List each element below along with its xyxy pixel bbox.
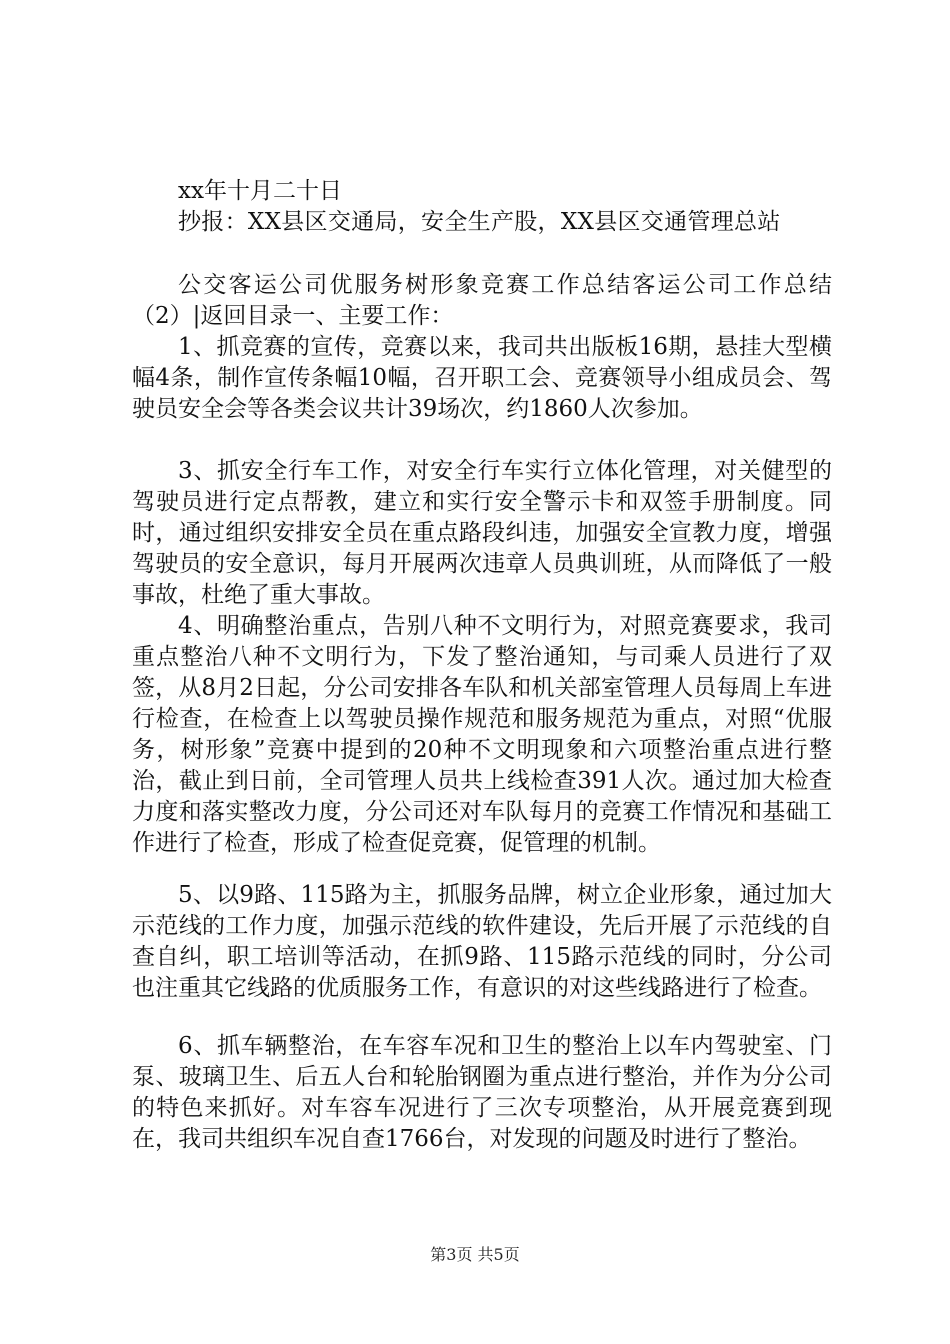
page-number-footer: 第3页 共5页 (430, 1245, 520, 1264)
paragraph-4: 4、明确整治重点，告别八种不文明行为，对照竞赛要求，我司重点整治八种不文明行为，下发了整治通知，与司乘人员进行了双签，从8月2日起，分公司安排各车队和机关部室管理人员每周上车进行检查，在检查上以驾驶员操作规范和服务规范为重点，对照“优服务，树形象”竞赛中提到的20种不文明现象和六项整治重点进行整治，截止到日前，全司管理人员共上线检查391人次。通过加大检查力度和落实整改力度，分公司还对车队每月的竞赛工作情况和基础工作进行了检查，形成了检查促竞赛，促管理的机制。 (132, 613, 832, 856)
paragraph-1: 1、抓竞赛的宣传，竞赛以来，我司共出版板16期，悬挂大型横幅4条，制作宣传条幅10幅，召开职工会、竞赛领导小组成员会、驾驶员安全会等各类会议共计39场次，约1860人次参加。 (132, 334, 832, 422)
section-title-paragraph: 公交客运公司优服务树形象竞赛工作总结客运公司工作总结（2）|返回目录一、主要工作： (132, 272, 832, 329)
cc-line: 抄报：XX县区交通局，安全生产股，XX县区交通管理总站 (178, 209, 781, 235)
paragraph-3: 3、抓安全行车工作，对安全行车实行立体化管理，对关健型的驾驶员进行定点帮教，建立和实行安全警示卡和双签手册制度。同时，通过组织安排安全员在重点路段纠违，加强安全宣教力度，增强驾驶员的安全意识，每月开展两次违章人员典训班，从而降低了一般事故，杜绝了重大事故。 (132, 458, 832, 608)
paragraph-6: 6、抓车辆整治，在车容车况和卫生的整治上以车内驾驶室、门泵、玻璃卫生、后五人台和轮胎钢圈为重点进行整治，并作为分公司的特色来抓好。对车容车况进行了三次专项整治，从开展竞赛到现在，我司共组织车况自查1766台，对发现的问题及时进行了整治。 (132, 1033, 832, 1152)
date-line: xx年十月二十日 (178, 178, 342, 204)
paragraph-5: 5、以9路、115路为主，抓服务品牌，树立企业形象，通过加大示范线的工作力度，加强示范线的软件建设，先后开展了示范线的自查自纠，职工培训等活动，在抓9路、115路示范线的同时，分公司也注重其它线路的优质服务工作，有意识的对这些线路进行了检查。 (132, 882, 832, 1001)
